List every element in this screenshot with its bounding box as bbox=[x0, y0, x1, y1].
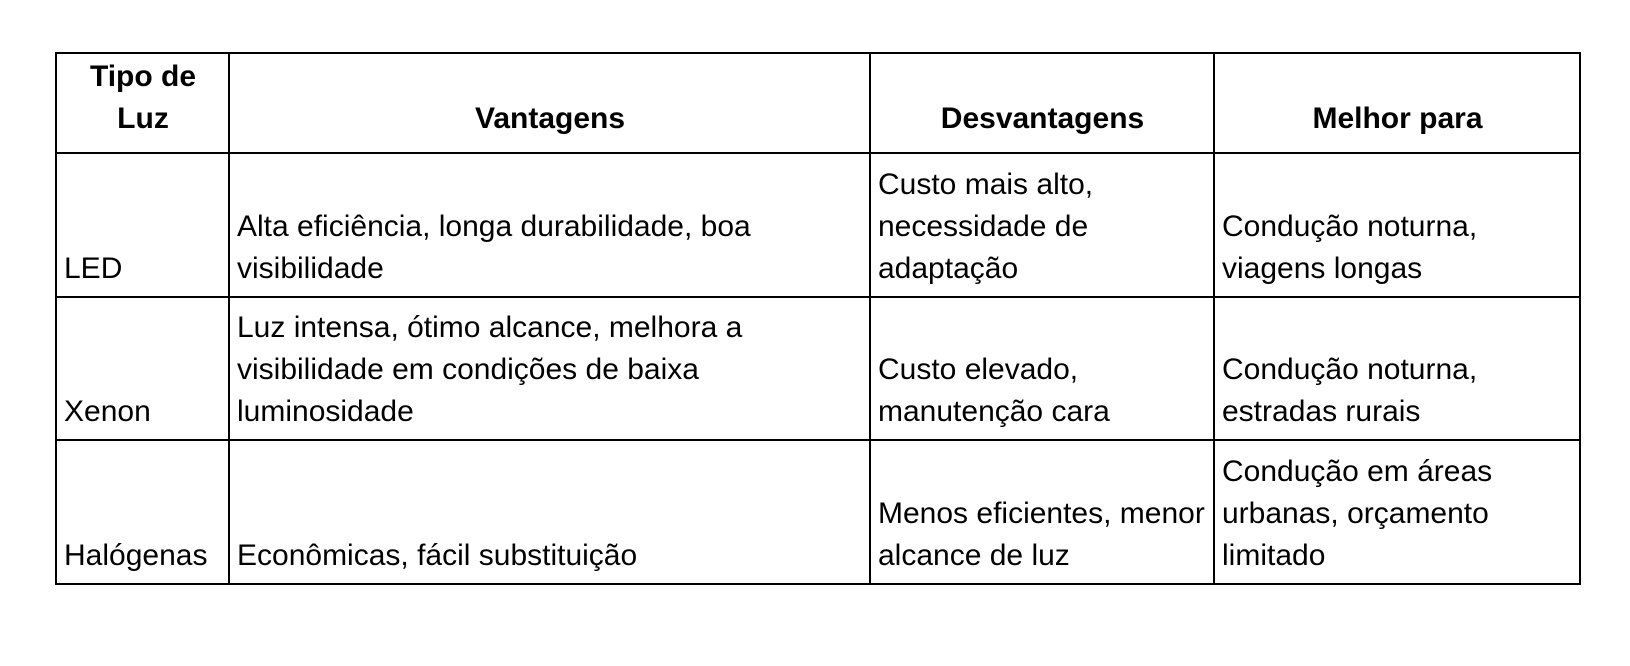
table-cell: LED bbox=[56, 153, 229, 297]
table-cell: Custo elevado, manutenção cara bbox=[870, 297, 1214, 440]
table-row bbox=[56, 153, 1580, 297]
table-cell: Xenon bbox=[56, 297, 229, 440]
table-cell: Econômicas, fácil substituição bbox=[229, 440, 870, 584]
table-cell: Condução noturna, estradas rurais bbox=[1214, 297, 1580, 440]
table-cell: Condução em áreas urbanas, orçamento limitado bbox=[1214, 440, 1580, 584]
table-cell: Alta eficiência, longa durabilidade, boa visibilidade bbox=[229, 153, 870, 297]
table-cell: Halógenas bbox=[56, 440, 229, 584]
header-cell-light-type: Tipo de Luz bbox=[56, 53, 229, 153]
header-cell-best-for: Melhor para bbox=[1214, 53, 1580, 153]
table-cell: Luz intensa, ótimo alcance, melhora a visibilidade em condições de baixa luminosidade bbox=[229, 297, 870, 440]
header-cell-disadvantages: Desvantagens bbox=[870, 53, 1214, 153]
header-cell-advantages: Vantagens bbox=[229, 53, 870, 153]
comparison-table-container bbox=[55, 52, 1581, 585]
light-comparison-table bbox=[55, 52, 1581, 585]
table-header-row bbox=[56, 53, 1580, 153]
table-row bbox=[56, 297, 1580, 440]
table-row bbox=[56, 440, 1580, 584]
table-cell: Custo mais alto, necessidade de adaptação bbox=[870, 153, 1214, 297]
table-cell: Menos eficientes, menor alcance de luz bbox=[870, 440, 1214, 584]
table-cell: Condução noturna, viagens longas bbox=[1214, 153, 1580, 297]
